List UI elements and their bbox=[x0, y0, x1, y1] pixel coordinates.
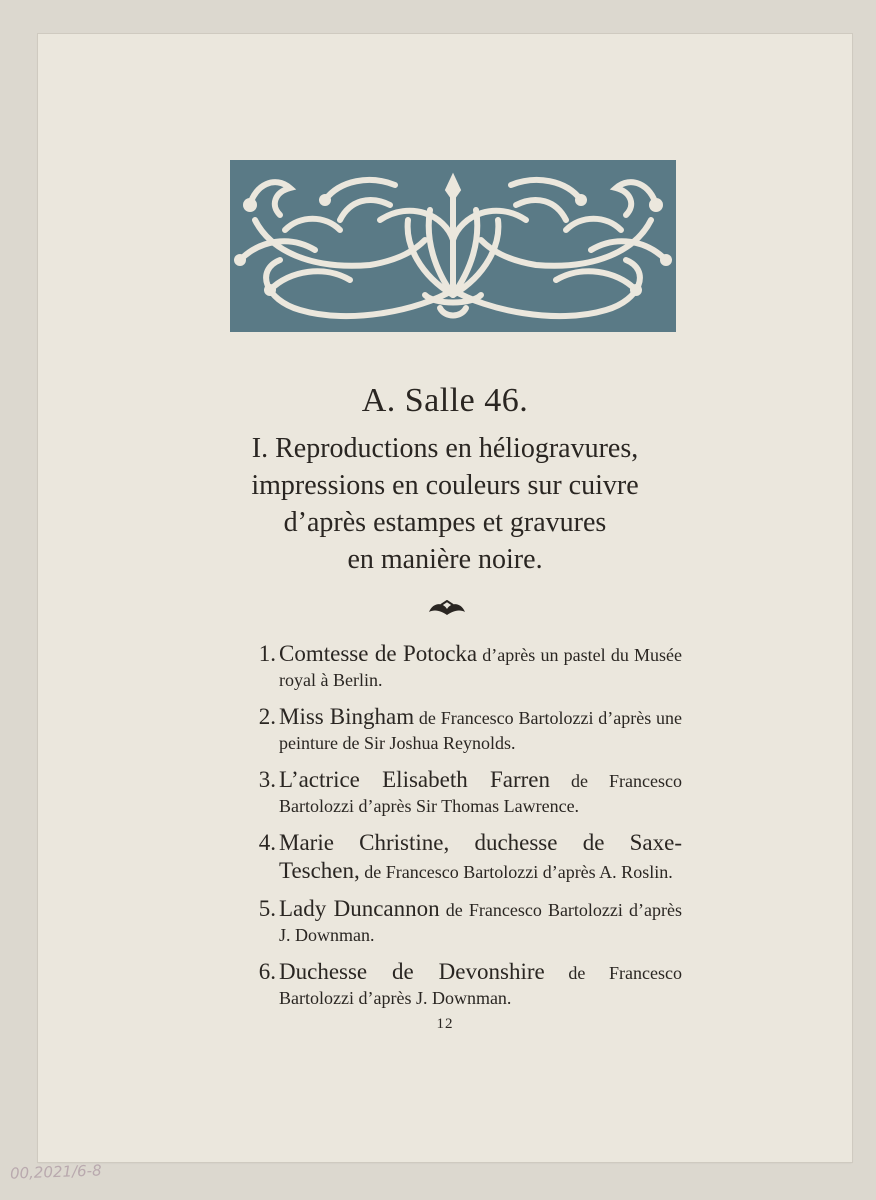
item-text bbox=[279, 895, 682, 948]
item-text bbox=[279, 640, 682, 693]
item-number: 6. bbox=[258, 959, 276, 984]
item-name: Comtesse de Potocka bbox=[279, 641, 478, 666]
item-description: de Francesco Bartolozzi d’après J. Downman. bbox=[279, 963, 682, 1008]
catalogue-list bbox=[242, 640, 682, 1021]
item-name: Marie Christine, duchesse de Saxe-Teschen, bbox=[279, 830, 682, 883]
item-description: de Francesco Bartolozzi d’après J. Downman. bbox=[279, 900, 682, 945]
subtitle-line: impressions en couleurs sur cuivre bbox=[251, 470, 639, 501]
list-item bbox=[242, 958, 682, 1011]
item-name: Miss Bingham bbox=[279, 704, 415, 729]
list-item bbox=[242, 895, 682, 948]
item-description: de Francesco Bartolozzi d’après une peinture de Sir Joshua Reynolds. bbox=[279, 708, 682, 753]
item-text bbox=[279, 829, 682, 885]
section-title: A. Salle 46. bbox=[361, 382, 529, 419]
item-description: d’après un pastel du Musée royal à Berlin. bbox=[279, 645, 682, 690]
item-name: L’actrice Elisabeth Farren bbox=[279, 767, 551, 792]
item-text bbox=[279, 958, 682, 1011]
item-description: de Francesco Bartolozzi d’après Sir Thomas Lawrence. bbox=[279, 771, 682, 816]
list-item bbox=[242, 640, 682, 693]
item-number: 5. bbox=[258, 896, 276, 921]
list-item bbox=[242, 766, 682, 819]
item-number: 3. bbox=[258, 767, 276, 792]
item-number: 1. bbox=[258, 641, 276, 666]
subtitle-line: I. Reproductions en héliogravures, bbox=[251, 433, 639, 464]
fleuron-leaf-icon bbox=[427, 600, 467, 618]
item-number: 4. bbox=[258, 830, 276, 855]
section-subtitle bbox=[208, 430, 682, 578]
list-item bbox=[242, 829, 682, 885]
header-ornament bbox=[230, 160, 676, 332]
item-text bbox=[279, 766, 682, 819]
subtitle-line: en manière noire. bbox=[347, 544, 543, 575]
item-text bbox=[279, 703, 682, 756]
archive-mark: 00,2021/6-8 bbox=[9, 1161, 102, 1183]
page-number: 12 bbox=[436, 1016, 454, 1032]
subtitle-line: d’après estampes et gravures bbox=[283, 507, 607, 538]
document-page bbox=[38, 34, 852, 1162]
floral-ornament-icon bbox=[230, 160, 676, 332]
item-description: de Francesco Bartolozzi d’après A. Roslin. bbox=[359, 862, 673, 882]
item-name: Lady Duncannon bbox=[279, 896, 440, 921]
item-number: 2. bbox=[258, 704, 276, 729]
list-item bbox=[242, 703, 682, 756]
item-name: Duchesse de Devonshire bbox=[279, 959, 545, 984]
